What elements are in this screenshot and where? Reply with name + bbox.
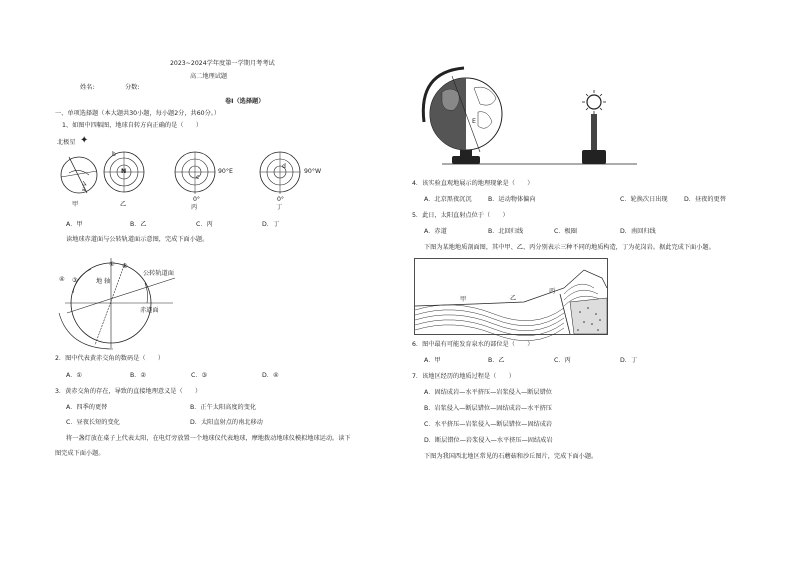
- q1-option-b[interactable]: B．乙: [130, 221, 147, 228]
- caption-jia: 甲: [72, 201, 79, 208]
- label-c: c: [196, 174, 200, 181]
- globe-jia: [55, 145, 105, 215]
- q6-option-d[interactable]: D．丁: [620, 357, 638, 364]
- q1-option-d[interactable]: D．丁: [262, 221, 280, 228]
- q6-option-c[interactable]: C．丙: [554, 357, 571, 364]
- fig4-label-bing: 丙: [549, 288, 556, 295]
- q2-option-c[interactable]: C．③: [191, 372, 208, 379]
- q3-option-c[interactable]: C．昼夜长短的变化: [66, 419, 120, 426]
- q5-option-b[interactable]: B．北回归线: [488, 228, 524, 235]
- q5-option-d[interactable]: D．南回归线: [620, 228, 656, 235]
- fig4-label-jia: 甲: [460, 296, 467, 303]
- question-1-stem: 1、如图中四幅图，地球自转方向正确的是（ ）: [62, 122, 203, 129]
- label-90e: 90°E: [218, 168, 233, 175]
- fig2-label-4: ④: [59, 276, 65, 283]
- intro-5: 下图为我国西北地区常见的石蘑菇和沙丘图片，完成下面小题。: [424, 453, 598, 460]
- q3-option-d[interactable]: D．太阳直射点的南北移动: [190, 419, 263, 426]
- globe-yi: [102, 150, 152, 200]
- fig2-label-3: ③: [72, 277, 78, 284]
- label-d: d: [282, 163, 286, 170]
- q4-option-a[interactable]: A．北京黑夜沉沉: [424, 196, 472, 203]
- q1-option-c[interactable]: C．丙: [196, 221, 213, 228]
- q1-option-a[interactable]: A．甲: [66, 221, 83, 228]
- caption-yi: 乙: [120, 201, 127, 208]
- fig3-e-label: E: [472, 118, 476, 125]
- caption-bing: 丙: [191, 204, 198, 211]
- label-N: N: [121, 168, 127, 175]
- q7-option-b[interactable]: B．岩浆侵入—断层错位—固结成岩—水平挤压: [424, 405, 552, 412]
- subject-title: 高二地理试题: [190, 73, 228, 80]
- label-zero-c: 0°: [193, 196, 201, 203]
- q3-option-b[interactable]: B．正午太阳高度的变化: [190, 404, 257, 411]
- intro-3-line2: 图完成下面小题。: [55, 450, 105, 457]
- question-7-stem: 7．该地区经历的地质过程是（ ）: [412, 373, 515, 380]
- north-star-label: 北极星: [57, 139, 76, 146]
- q2-option-b[interactable]: B．②: [130, 372, 146, 379]
- label-b: b: [112, 151, 116, 158]
- name-label: 姓名:: [80, 84, 95, 91]
- section-heading: 一、单项选择题（本大题共30小题，每小题2分，共60分。）: [55, 110, 221, 117]
- north-star-icon: ✦: [80, 135, 89, 146]
- exam-title: 2023~2024学年度第一学期月考考试: [170, 60, 275, 67]
- q3-option-a[interactable]: A．四季的更替: [66, 404, 108, 411]
- fig2-axis-label: 地 轴: [96, 278, 111, 285]
- q6-option-b[interactable]: B．乙: [488, 357, 505, 364]
- q2-option-a[interactable]: A．①: [66, 372, 82, 379]
- caption-ding: 丁: [276, 204, 283, 211]
- q7-option-c[interactable]: C．水平挤压—岩浆侵入—断层错位—固结成岩: [424, 421, 553, 428]
- q5-option-c[interactable]: C．极圈: [554, 228, 577, 235]
- intro-4: 下图为某地地质剖面图，其中甲、乙、丙分别表示三种不同的地质构造，丁为花岗岩。据此完成下面小题。: [424, 244, 715, 251]
- fig2-label-2: ②: [122, 263, 128, 270]
- q4-option-d[interactable]: D．昼夜的更替: [684, 196, 726, 203]
- fig2-equator-label: 赤道面: [140, 307, 159, 314]
- question-3-stem: 3．黄赤交角的存在，导致的直接地理意义是（ ）: [55, 388, 202, 395]
- question-6-stem: 6．图中最有可能发育泉水的部位是（ ）: [412, 341, 534, 348]
- label-zero-d: 0°: [277, 196, 285, 203]
- intro-2: 读地球赤道面与公转轨道面示意图，完成下面小题。: [66, 236, 209, 243]
- fig4-label-yi: 乙: [510, 295, 517, 302]
- question-4-stem: 4．该实验直观地展示的地理现象是（ ）: [412, 180, 534, 187]
- part1-title: 卷I（选择题）: [225, 98, 265, 105]
- fig2-orbit-label: 公转轨道面: [143, 270, 174, 277]
- fig-globe-lamp: [412, 62, 642, 172]
- q6-option-a[interactable]: A．甲: [424, 357, 441, 364]
- q7-option-a[interactable]: A．固结成岩—水平挤压—岩浆侵入—断层错位: [424, 389, 552, 396]
- score-label: 分数:: [125, 84, 140, 91]
- fig2-label-1: ①: [109, 261, 115, 268]
- label-a: a: [82, 186, 86, 193]
- q2-option-d[interactable]: D．④: [262, 372, 279, 379]
- question-2-stem: 2．图中代表黄赤交角的数码是（ ）: [55, 355, 165, 362]
- intro-3-line1: 将一盏灯放在桌子上代表太阳，在电灯旁放置一个地球仪代表地球，摩地拨动地球仪模拟地球运动。读下: [66, 435, 351, 442]
- label-90w: 90°W: [304, 168, 322, 175]
- q4-option-c[interactable]: C．轮换次日出现: [620, 196, 668, 203]
- globe-ding: [258, 150, 308, 200]
- q7-option-d[interactable]: D．断层错位—岩浆侵入—水平挤压—固结成岩: [424, 437, 553, 444]
- question-5-stem: 5．此日，太阳直射点位于（ ）: [412, 212, 509, 219]
- q5-option-a[interactable]: A．赤道: [424, 228, 447, 235]
- fig-equator-orbit: [55, 253, 185, 348]
- q4-option-b[interactable]: B．运动物体偏向: [488, 196, 536, 203]
